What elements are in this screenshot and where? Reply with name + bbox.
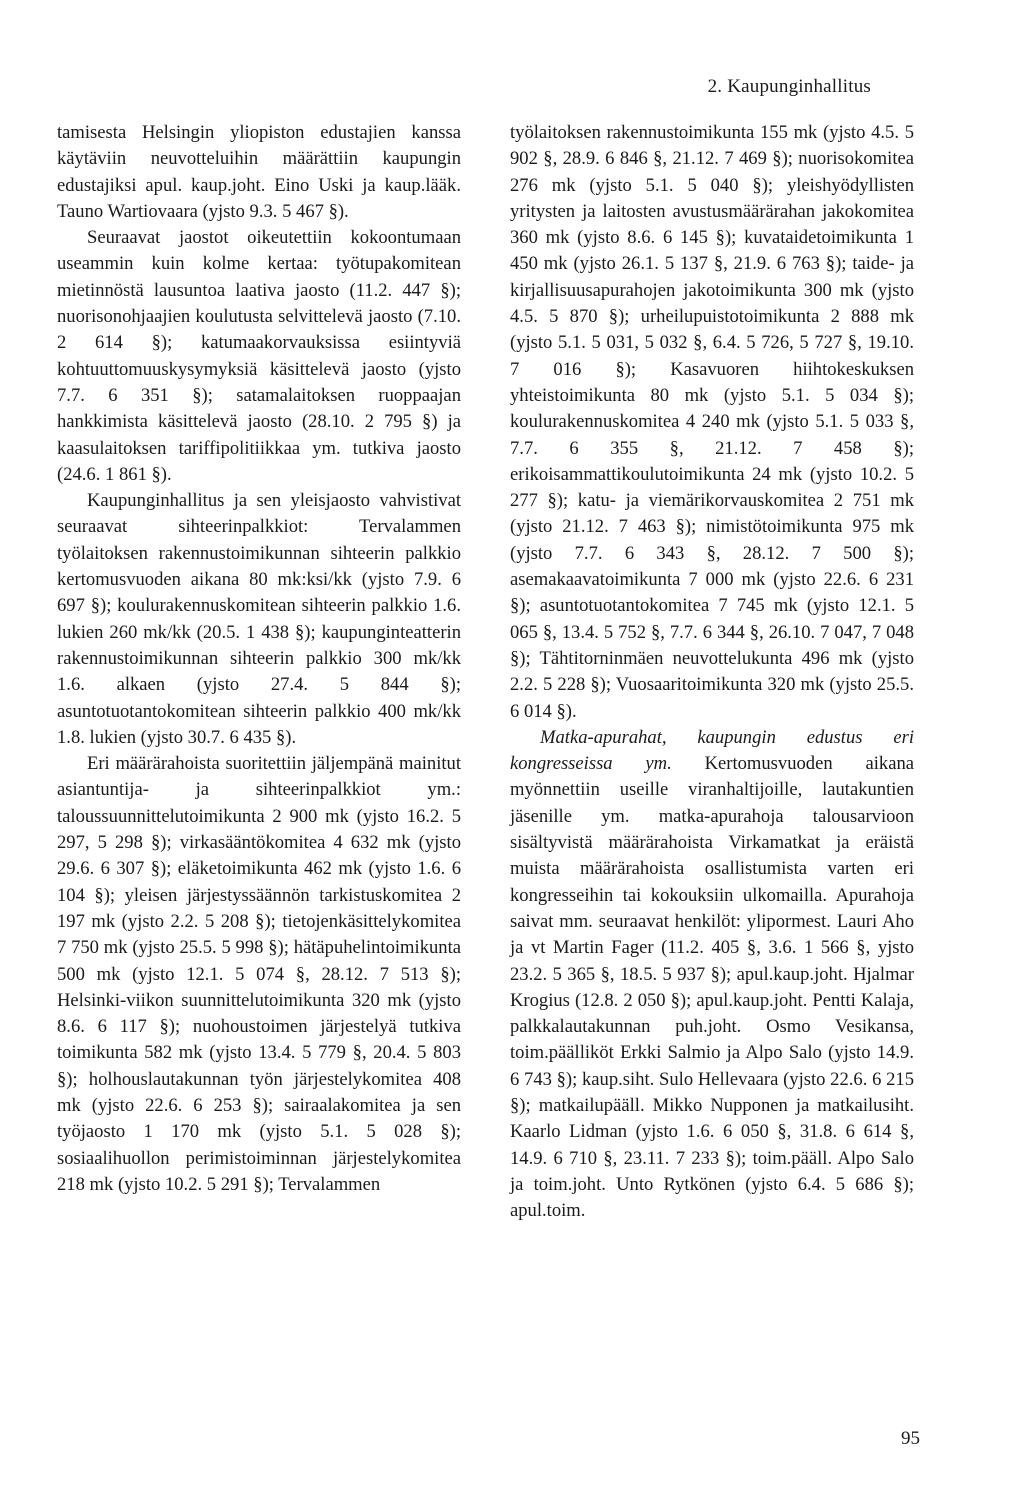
right-paragraph-2 — [510, 725, 914, 1225]
left-column — [57, 120, 461, 1198]
travel-grants-text: Kertomusvuoden aikana myönnettiin useille viranhaltijoille, lautakuntien jäsenille ym. matka-apurahoja talousarvioon sisältyvistä määrärahoista Virkamatkat ja eräistä muista määrärahoista osallistumista varten eri kongresseihin tai kokouksiin ulkomailla. Apurahoja saivat mm. seuraavat henkilöt: ylipormest. Lauri Aho ja vt Martin Fager (11.2. 405 §, 3.6. 1 566 §, yjsto 23.2. 5 365 §, 18.5. 5 937 §); apul.kaup.joht. Hjalmar Krogius (12.8. 2 050 §); apul.kaup.joht. Pentti Kalaja, palkkalautakunnan puh.joht. Osmo Vesikansa, toim.päälliköt Erkki Salmio ja Alpo Salo (yjsto 14.9. 6 743 §); kaup.siht. Sulo Hellevaara (yjsto 22.6. 6 215 §); matkailupääll. Mikko Nupponen ja matkailusiht. Kaarlo Lidman (yjsto 1.6. 6 050 §, 31.8. 6 614 §, 14.9. 6 710 §, 23.11. 7 233 §); toim.pääll. Alpo Salo ja toim.joht. Unto Rytkönen (yjsto 6.4. 5 686 §); apul.toim. — [510, 753, 914, 1222]
right-paragraph-1: työlaitoksen rakennustoimikunta 155 mk (yjsto 4.5. 5 902 §, 28.9. 6 846 §, 21.12. 7 469 §); nuorisokomitea 276 mk (yjsto 5.1. 5 040 §); yleishyödyllisten yritysten ja laitosten avustusmäärärahan jakokomitea 360 mk (yjsto 8.6. 6 145 §); kuvataidetoimikunta 1 450 mk (yjsto 26.1. 5 137 §, 21.9. 6 763 §); taide- ja kirjallisuusapurahojen jakotoimikunta 300 mk (yjsto 4.5. 5 870 §); urheilupuistotoimikunta 2 888 mk (yjsto 5.1. 5 031, 5 032 §, 6.4. 5 726, 5 727 §, 19.10. 7 016 §); Kasavuoren hiihtokeskuksen yhteistoimikunta 80 mk (yjsto 5.1. 5 034 §); koulurakennuskomitea 4 240 mk (yjsto 5.1. 5 033 §, 7.7. 6 355 §, 21.12. 7 458 §); erikoisammattikoulutoimikunta 24 mk (yjsto 10.2. 5 277 §); katu- ja viemärikorvauskomitea 2 751 mk (yjsto 21.12. 7 463 §); nimistötoimikunta 975 mk (yjsto 7.7. 6 343 §, 28.12. 7 500 §); asemakaavatoimikunta 7 000 mk (yjsto 22.6. 6 231 §); asuntotuotantokomitea 7 745 mk (yjsto 12.1. 5 065 §, 13.4. 5 752 §, 7.7. 6 344 §, 26.10. 7 047, 7 048 §); Tähtitorninmäen neuvottelukunta 496 mk (yjsto 2.2. 5 228 §); Vuosaaritoimikunta 320 mk (yjsto 25.5. 6 014 §). — [510, 122, 914, 722]
left-paragraph-3: Kaupunginhallitus ja sen yleisjaosto vahvistivat seuraavat sihteerinpalkkiot: Tervalammen työlaitoksen rakennustoimikunnan sihteerin palkkio kertomusvuoden aikana 80 mk:ksi/kk (yjsto 7.9. 6 697 §); koulurakennuskomitean sihteerin palkkio 1.6. lukien 260 mk/kk (20.5. 1 438 §); kaupunginteatterin rakennustoimikunnan sihteerin palkkio 300 mk/kk 1.6. alkaen (yjsto 27.4. 5 844 §); asuntotuotantokomitean sihteerin palkkio 400 mk/kk 1.8. lukien (yjsto 30.7. 6 435 §). — [57, 490, 461, 748]
page-number: 95 — [901, 1428, 920, 1449]
right-column — [510, 120, 914, 1224]
section-heading-travel-grants: Matka-apurahat, kaupungin edustus eri kongresseissa ym. — [510, 726, 914, 775]
left-paragraph-2: Seuraavat jaostot oikeutettiin kokoontumaan useammin kuin kolme kertaa: työtupakomitean mietinnöstä lausuntoa laativa jaosto (11.2. 447 §); nuorisonohjaajien koulutusta selvittelevä jaosto (7.10. 2 614 §); katumaakorvauksissa esiintyviä kohtuuttomuuskysymyksiä käsittelevä jaosto (yjsto 7.7. 6 351 §); satamalaitoksen ruoppaajan hankkimista käsittelevä jaosto (28.10. 2 795 §) ja kaasulaitoksen tariffipolitiikkaa ym. tutkiva jaosto (24.6. 1 861 §). — [57, 227, 461, 485]
left-paragraph-1: tamisesta Helsingin yliopiston edustajien kanssa käytäviin neuvotteluihin määrättiin kaupungin edustajiksi apul. kaup.joht. Eino Uski ja kaup.lääk. Tauno Wartiovaara (yjsto 9.3. 5 467 §). — [57, 122, 461, 222]
running-header: 2. Kaupunginhallitus — [707, 76, 871, 97]
left-paragraph-4: Eri määrärahoista suoritettiin jäljempänä mainitut asiantuntija- ja sihteerinpalkkiot ym.: taloussuunnittelutoimikunta 2 900 mk (yjsto 16.2. 5 297, 5 298 §); virkasääntökomitea 4 632 mk (yjsto 29.6. 6 307 §); eläketoimikunta 462 mk (yjsto 1.6. 6 104 §); yleisen järjestyssäännön tarkistuskomitea 2 197 mk (yjsto 2.2. 5 208 §); tietojenkäsittelykomitea 7 750 mk (yjsto 25.5. 5 998 §); hätäpuhelintoimikunta 500 mk (yjsto 12.1. 5 074 §, 28.12. 7 513 §); Helsinki-viikon suunnittelutoimikunta 320 mk (yjsto 8.6. 6 117 §); nuohoustoimen järjestelyä tutkiva toimikunta 582 mk (yjsto 13.4. 5 779 §, 20.4. 5 803 §); holhouslautakunnan työn järjestelykomitea 408 mk (yjsto 22.6. 6 253 §); sairaalakomitea ja sen työjaosto 1 170 mk (yjsto 5.1. 5 028 §); sosiaalihuollon perimistoiminnan järjestelykomitea 218 mk (yjsto 10.2. 5 291 §); Tervalammen — [57, 753, 461, 1195]
